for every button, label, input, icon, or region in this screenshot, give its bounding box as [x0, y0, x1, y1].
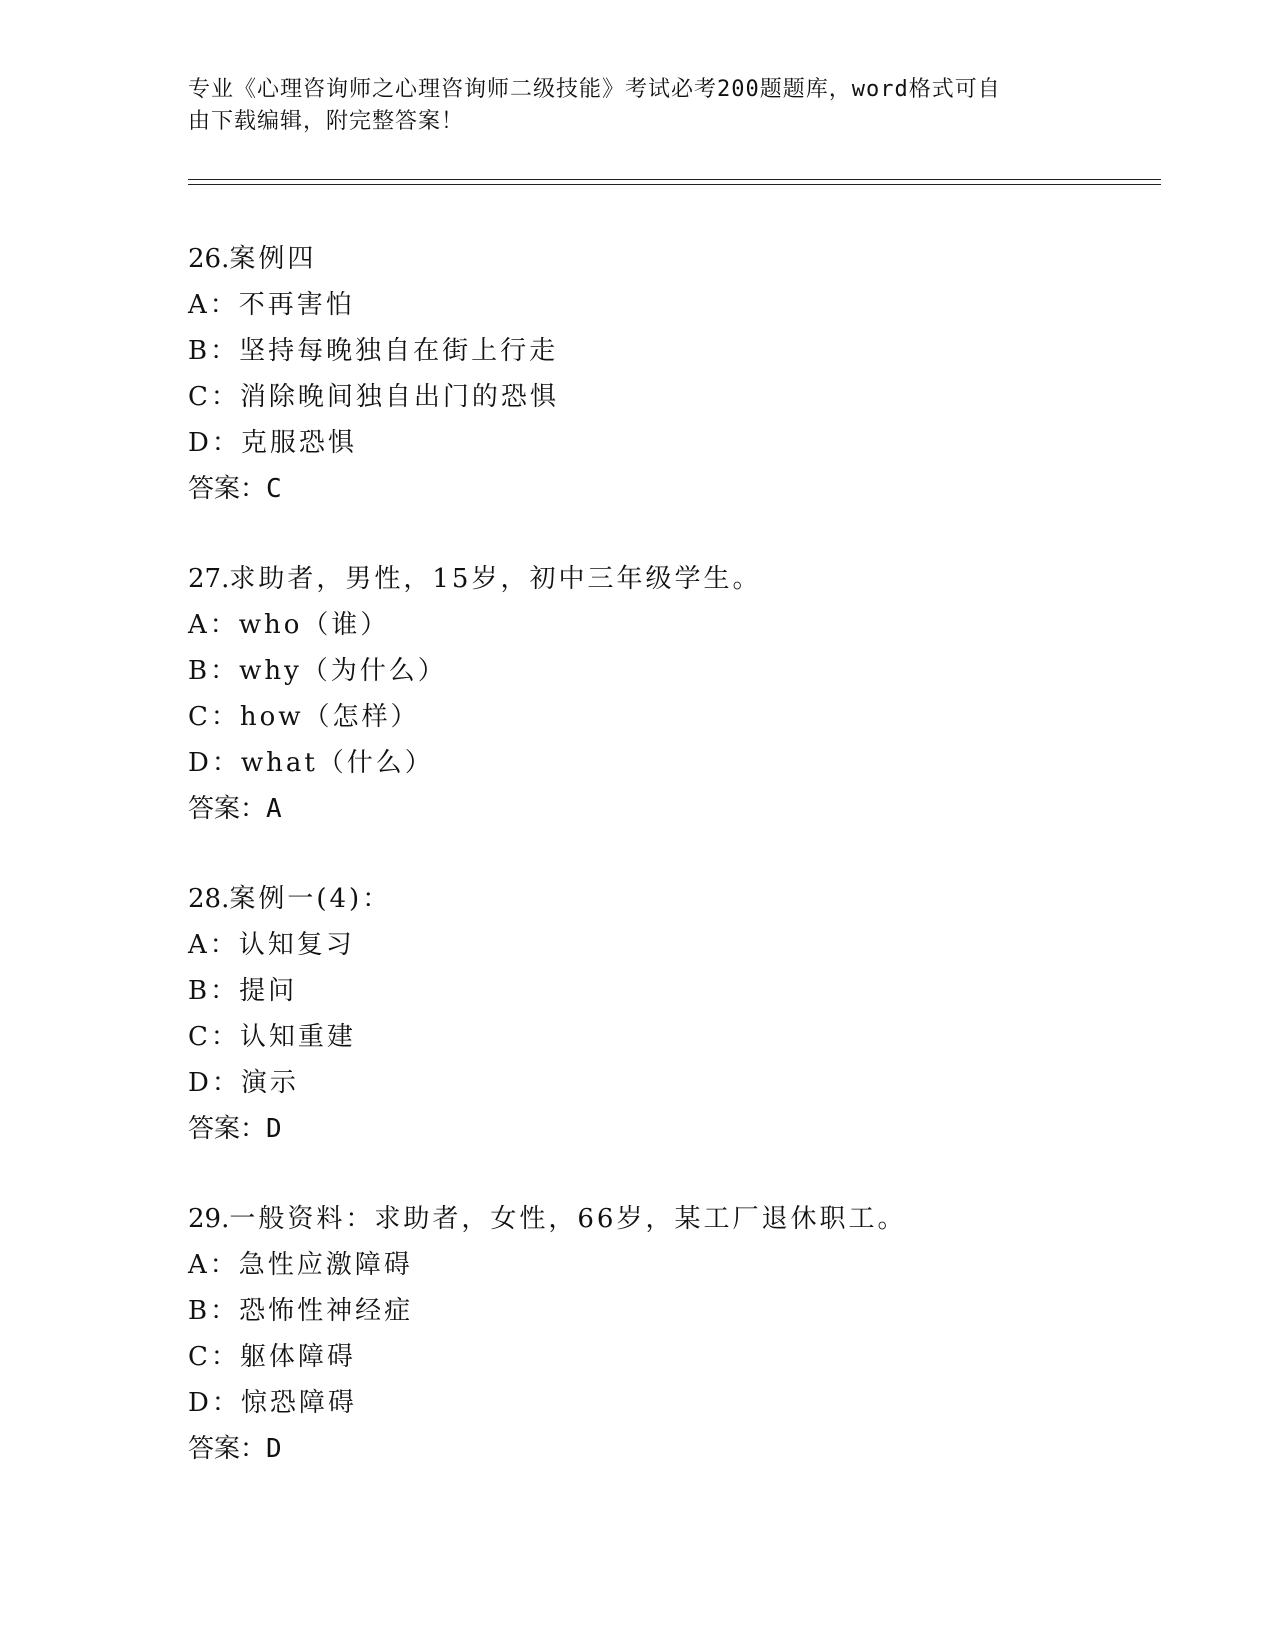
option-c: C：how（怎样） [188, 702, 420, 732]
header-line-2: 由下载编辑，附完整答案！ [188, 109, 465, 134]
header-divider-bottom [188, 184, 1161, 185]
question-stem [188, 556, 1148, 602]
option-b: B：恐怖性神经症 [188, 1296, 414, 1326]
option-b: B：坚持每晚独自在街上行走 [188, 336, 559, 366]
option-a: A：认知复习 [188, 930, 355, 960]
question-28 [188, 876, 1148, 1196]
option-b: B：why（为什么） [188, 656, 447, 686]
answer-line: 答案：D [188, 1114, 282, 1144]
answer-line: 答案：A [188, 794, 282, 824]
answer-line: 答案：C [188, 474, 282, 504]
option-a: A：who（谁） [188, 610, 390, 640]
answer-line: 答案：D [188, 1434, 282, 1464]
option-a: A：急性应激障碍 [188, 1250, 413, 1280]
question-text: 案例四 [229, 244, 317, 274]
option-d: D：演示 [188, 1068, 299, 1098]
question-stem [188, 876, 1148, 922]
question-stem [188, 236, 1148, 282]
question-list [188, 236, 1148, 1516]
question-number: 28. [188, 884, 230, 914]
header-line-1: 专业《心理咨询师之心理咨询师二级技能》考试必考200题题库，word格式可自 [188, 77, 1001, 102]
question-stem [188, 1196, 1148, 1242]
question-29 [188, 1196, 1148, 1516]
question-26 [188, 236, 1148, 556]
option-d: D：克服恐惧 [188, 428, 357, 458]
question-text: 求助者，男性，15岁，初中三年级学生。 [229, 564, 762, 594]
document-header [188, 74, 1078, 138]
option-d: D：what（什么） [188, 748, 434, 778]
option-b: B：提问 [188, 976, 298, 1006]
option-c: C：消除晚间独自出门的恐惧 [188, 382, 559, 412]
option-a: A：不再害怕 [188, 290, 355, 320]
question-text: 案例一(4)： [229, 884, 392, 914]
question-number: 29. [188, 1204, 230, 1234]
option-d: D：惊恐障碍 [188, 1388, 357, 1418]
option-c: C：认知重建 [188, 1022, 356, 1052]
question-number: 27. [188, 564, 230, 594]
question-number: 26. [188, 244, 230, 274]
header-divider-top [188, 179, 1161, 180]
option-c: C：躯体障碍 [188, 1342, 356, 1372]
question-text: 一般资料：求助者，女性，66岁，某工厂退休职工。 [229, 1204, 907, 1234]
question-27 [188, 556, 1148, 876]
